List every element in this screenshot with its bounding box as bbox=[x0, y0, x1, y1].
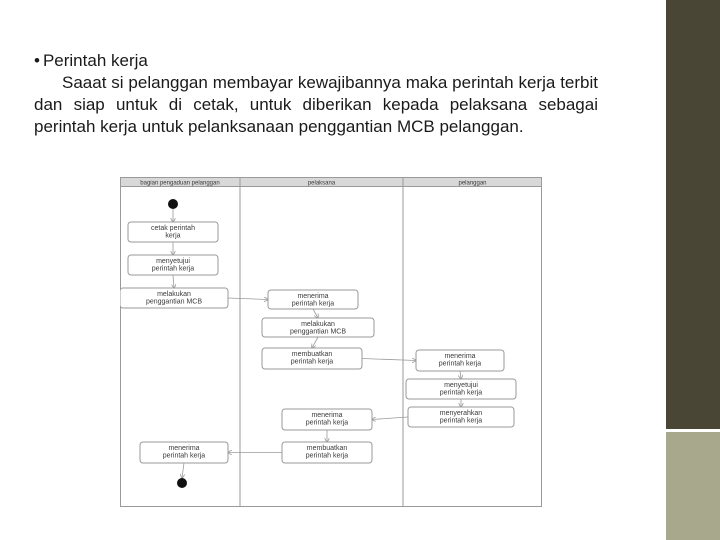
flow-arrow bbox=[313, 309, 318, 318]
lane-title: pelaksana bbox=[307, 180, 336, 187]
activity-label: perintah kerja bbox=[438, 360, 482, 368]
bullet-icon: • bbox=[34, 51, 40, 70]
activity-label: perintah kerja bbox=[151, 265, 195, 273]
decorative-side-band bbox=[666, 0, 720, 540]
start-node bbox=[168, 199, 178, 209]
flow-arrow bbox=[460, 371, 461, 379]
activity-diagram bbox=[120, 177, 542, 507]
slide-text bbox=[34, 50, 598, 138]
activity-label: perintah kerja bbox=[439, 389, 483, 397]
slide-heading bbox=[34, 50, 598, 72]
activity-label: kerja bbox=[165, 232, 181, 240]
activity-label: penggantian MCB bbox=[145, 298, 203, 306]
activity-label: perintah kerja bbox=[162, 452, 206, 460]
activity-label: perintah kerja bbox=[305, 419, 349, 427]
flow-arrow bbox=[182, 463, 184, 478]
activity-label: menerima bbox=[297, 293, 329, 300]
activity-label: menerima bbox=[168, 445, 200, 452]
activity-label: perintah kerja bbox=[439, 417, 483, 425]
flow-arrow bbox=[228, 298, 268, 300]
activity-label: menyerahkan bbox=[439, 410, 483, 417]
activity-label: perintah kerja bbox=[291, 300, 335, 308]
side-band-dark bbox=[666, 0, 720, 432]
activity-label: cetak perintah bbox=[151, 225, 195, 232]
side-band-light bbox=[666, 432, 720, 540]
slide-paragraph: Saaat si pelanggan membayar kewajibannya maka perintah kerja terbit dan siap untuk di cetak, untuk diberikan kepada pelaksana sebagai perintah kerja untuk pelanksanaan penggantian MCB pelanggan. bbox=[34, 73, 598, 136]
activity-label: membuatkan bbox=[291, 351, 333, 358]
flow-arrow bbox=[312, 337, 318, 348]
lane-title: bagian pengaduan pelanggan bbox=[140, 180, 220, 187]
activity-label: perintah kerja bbox=[290, 358, 334, 366]
activity-label: menerima bbox=[311, 412, 343, 419]
activity-label: penggantian MCB bbox=[289, 328, 347, 336]
heading-text: Perintah kerja bbox=[42, 51, 148, 70]
activity-label: melakukan bbox=[301, 321, 335, 328]
flow-arrow bbox=[362, 359, 416, 361]
activity-diagram-canvas bbox=[120, 177, 542, 507]
activity-label: menerima bbox=[444, 353, 476, 360]
activity-label: membuatkan bbox=[306, 445, 348, 452]
activity-label: menyetujui bbox=[444, 382, 478, 389]
activity-label: menyetujui bbox=[156, 258, 190, 265]
flow-arrow bbox=[173, 275, 174, 288]
lane-title: pelanggan bbox=[458, 180, 487, 187]
activity-label: perintah kerja bbox=[305, 452, 349, 460]
end-node bbox=[177, 478, 187, 488]
activity-label: melakukan bbox=[157, 291, 191, 298]
